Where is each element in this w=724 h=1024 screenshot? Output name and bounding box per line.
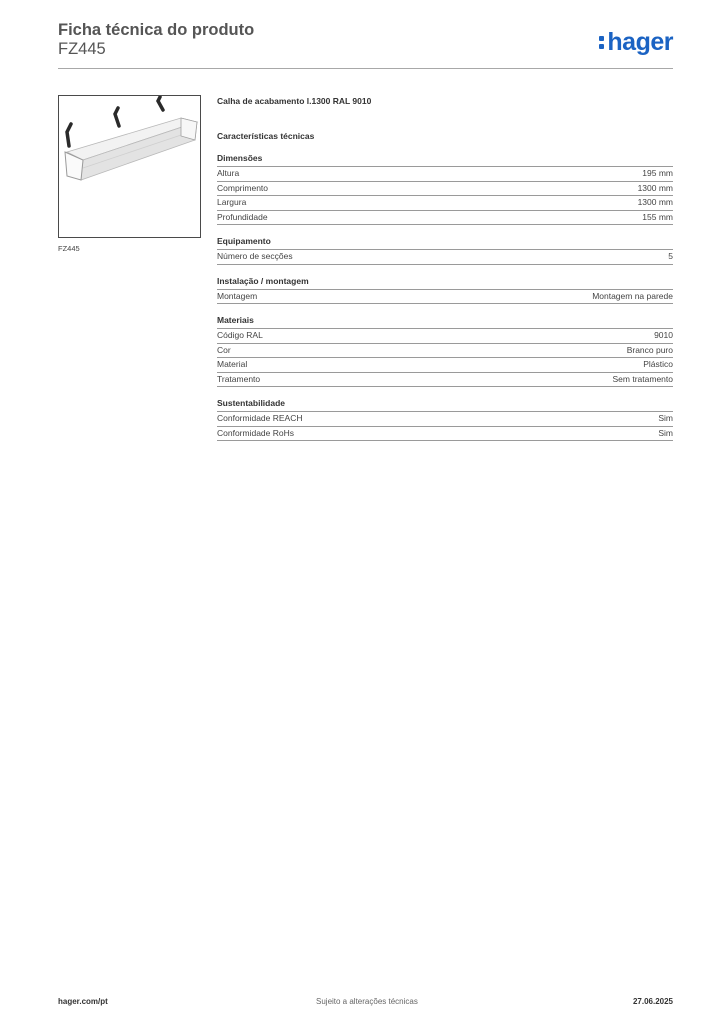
spec-section [217,315,673,387]
spec-label: Profundidade [217,211,268,222]
spec-row [217,182,673,197]
spec-row [217,358,673,373]
spec-row [217,329,673,344]
section-title: Instalação / montagem [217,276,673,290]
technical-data [217,96,673,441]
spec-label: Número de secções [217,251,293,261]
section-title: Equipamento [217,236,673,250]
spec-value: 195 mm [642,168,673,178]
spec-sections [217,153,673,441]
footer-date: 27.06.2025 [632,997,673,1006]
hager-logo [599,28,673,57]
spec-row [217,211,673,226]
section-title: Materiais [217,315,673,329]
spec-row [217,196,673,211]
spec-row [217,250,673,265]
spec-row [217,167,673,182]
product-code: FZ445 [58,40,106,58]
technical-characteristics-heading: Características técnicas [217,131,315,141]
spec-label: Código RAL [217,330,263,340]
spec-label: Conformidade RoHs [217,427,295,438]
logo-dots-icon [599,33,605,51]
spec-row [217,344,673,359]
spec-label: Altura [217,168,240,178]
footer-note: Sujeito a alterações técnicas [316,997,418,1006]
spec-value: Sim [658,427,673,438]
product-image [58,95,201,238]
product-name: Calha de acabamento l.1300 RAL 9010 [217,96,372,106]
spec-label: Largura [217,197,247,207]
spec-section [217,276,673,305]
spec-value: 5 [668,251,673,261]
spec-value: Branco puro [626,344,673,355]
spec-value: Plástico [643,359,673,369]
section-title: Sustentabilidade [217,398,673,412]
spec-row [217,427,673,442]
spec-value: Montagem na parede [592,290,673,301]
page-title: Ficha técnica do produto [58,21,255,39]
spec-label: Comprimento [217,182,269,193]
spec-value: 1300 mm [637,182,673,193]
header-divider [58,68,673,69]
spec-row [217,290,673,305]
image-caption: FZ445 [58,244,80,253]
spec-value: 1300 mm [637,197,673,207]
document-header [58,20,673,59]
section-title: Dimensões [217,153,673,167]
spec-label: Tratamento [217,373,261,384]
spec-label: Conformidade REACH [217,413,303,423]
spec-row [217,373,673,388]
logo-text: hager [607,28,673,56]
spec-value: 155 mm [642,211,673,222]
spec-value: Sem tratamento [612,373,673,384]
spec-value: Sim [658,413,673,423]
spec-label: Cor [217,344,231,355]
spec-section [217,153,673,225]
cable-trunking-illustration-icon [59,96,200,237]
spec-value: 9010 [654,330,673,340]
spec-label: Montagem [217,290,258,301]
spec-section [217,398,673,441]
footer-website-link[interactable]: hager.com/pt [58,997,108,1006]
spec-section [217,236,673,265]
spec-label: Material [217,359,248,369]
spec-row [217,412,673,427]
